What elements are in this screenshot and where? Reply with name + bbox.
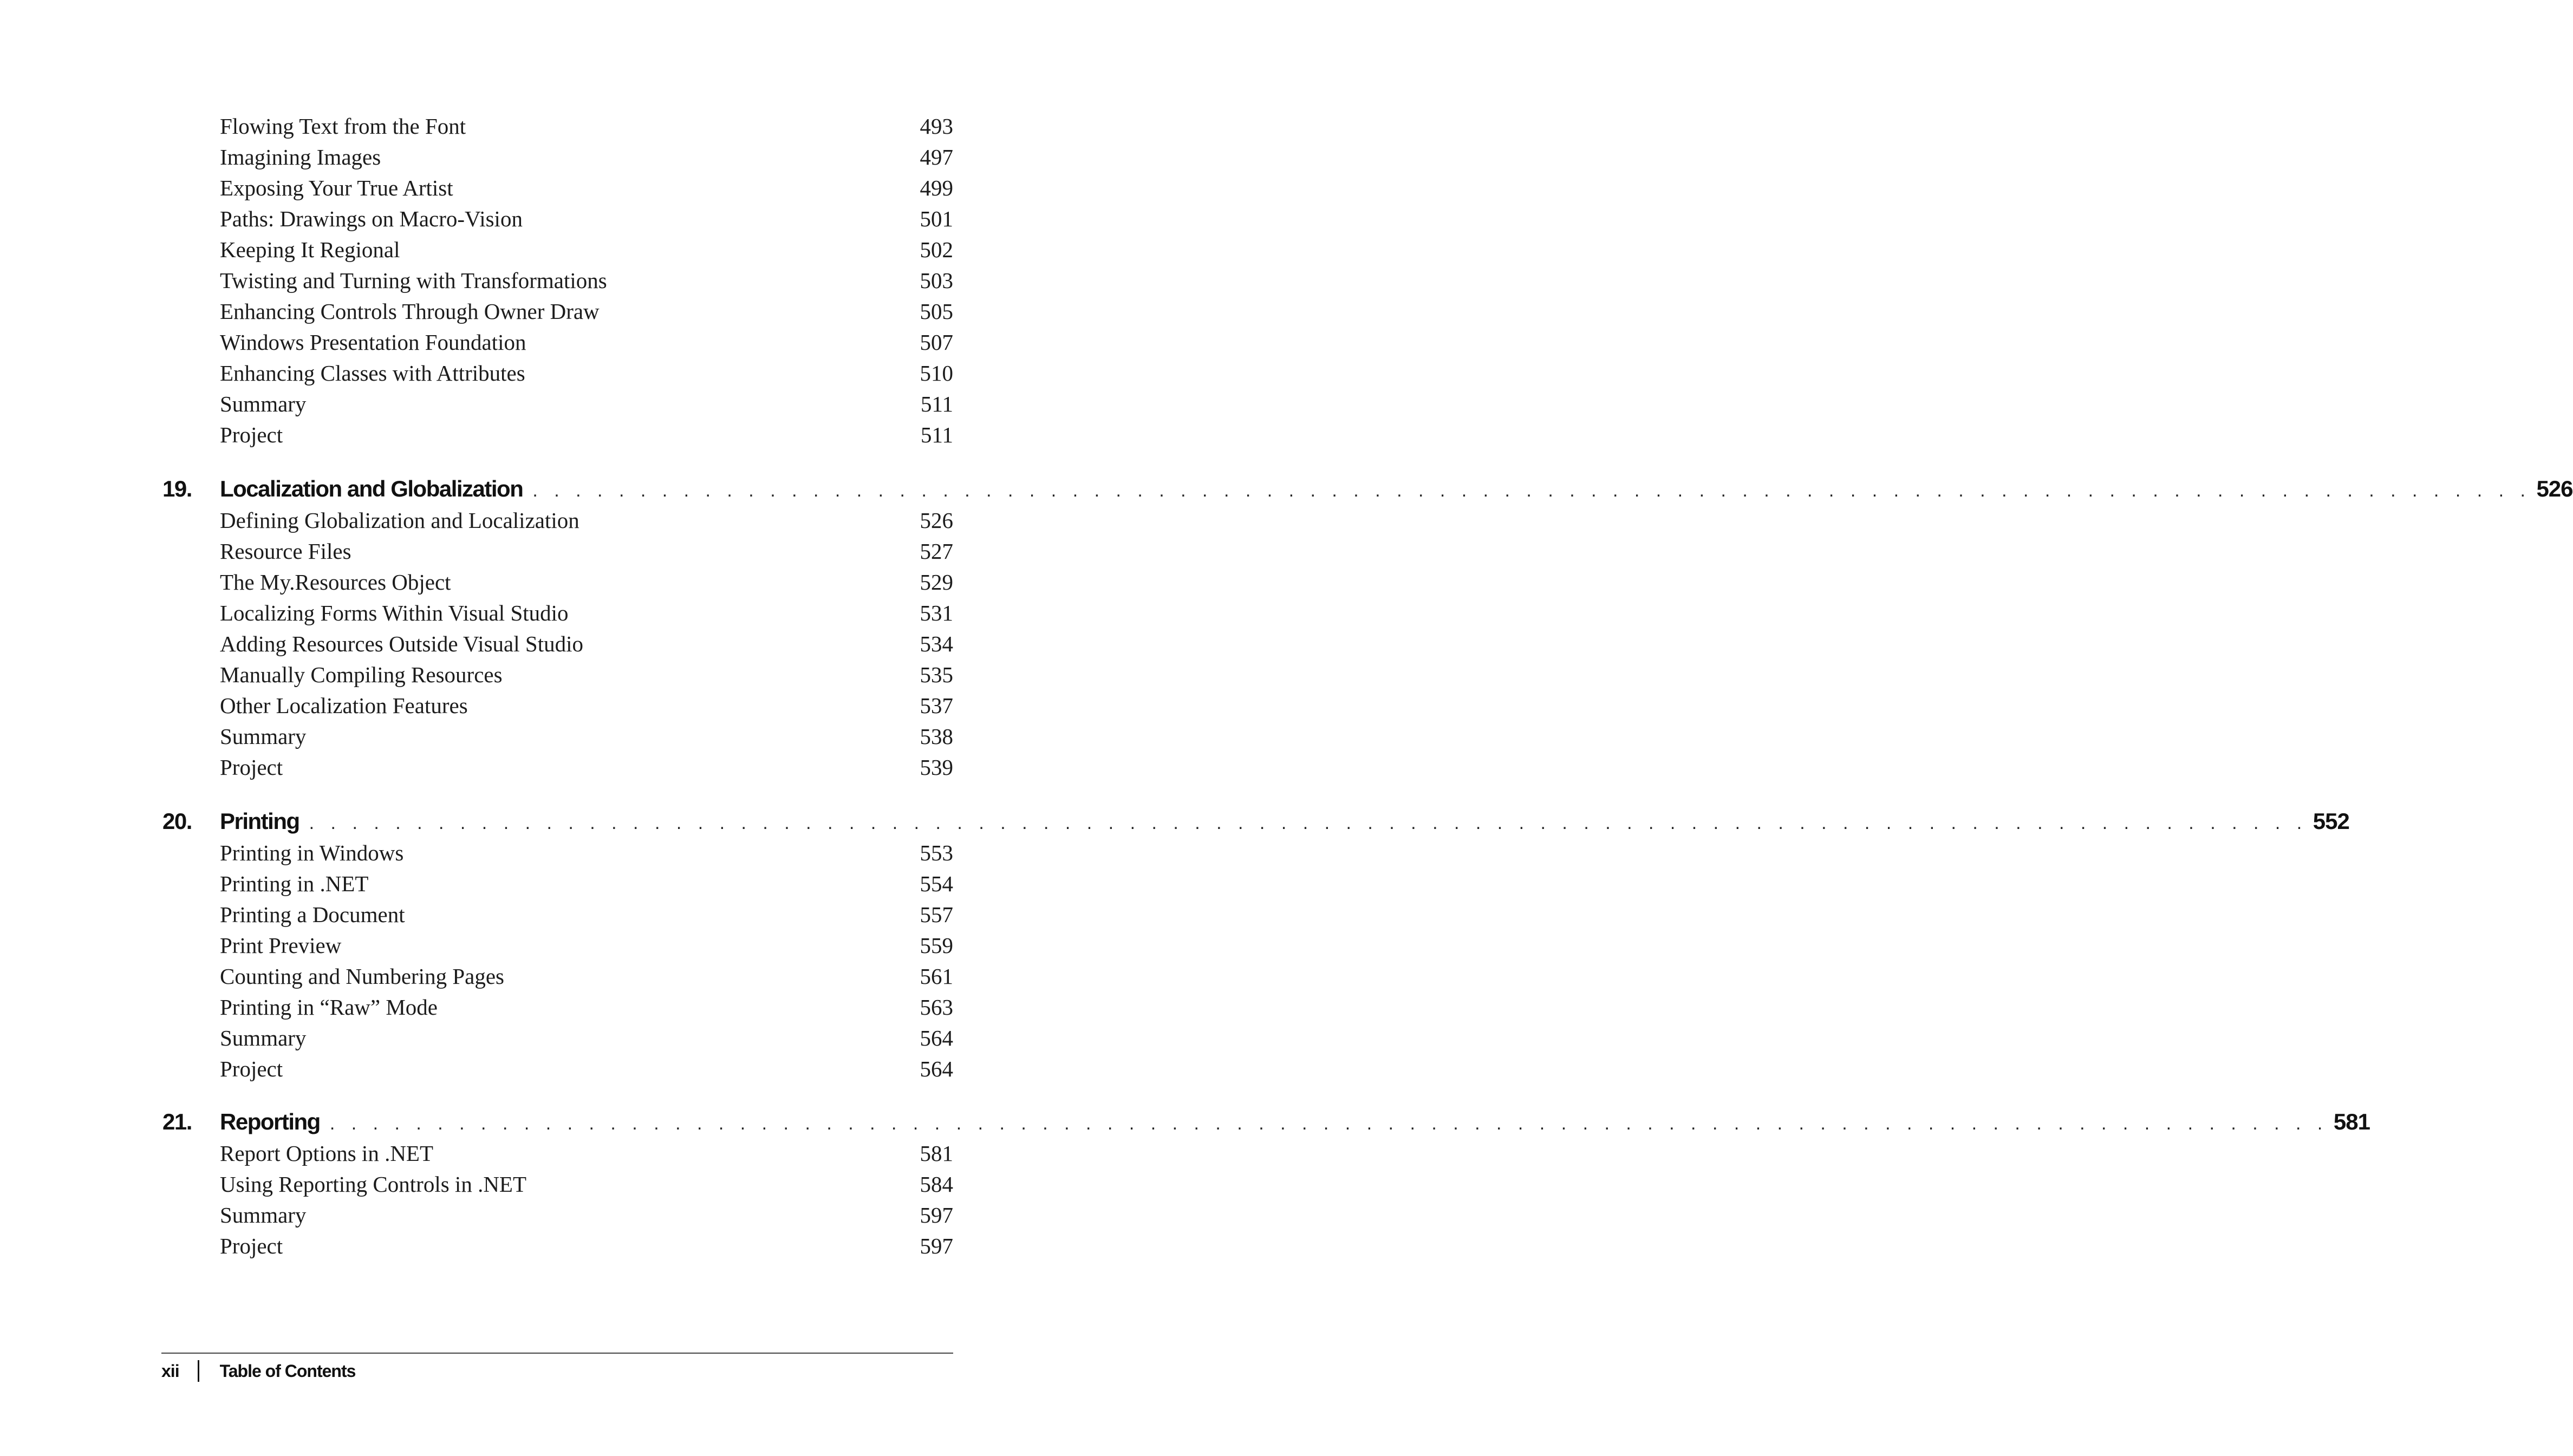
toc-entry[interactable] [162,420,953,450]
toc-entry[interactable] [162,536,953,567]
toc-entry-title: Printing in Windows [220,840,404,865]
toc-entry-title: Summary [220,391,307,416]
chapter-21 [162,1106,2370,1262]
toc-entry-title: Imagining Images [220,145,381,169]
footer-page-number: xii [161,1361,179,1381]
toc-entry[interactable] [162,869,953,899]
toc-entry[interactable] [162,1054,953,1085]
toc-entry-page: 563 [920,995,953,1020]
toc-entry[interactable] [162,660,953,690]
dot-leader: . . . . . . . . . . . . . . . . . . . . . . . . . . . . . . . . . . . . . . . . . . . . . . . . . . . . . . . . . . . . . . . . . . . . . . . . . . . . . . . . . . . . . . . . . . . . . [532,480,2531,501]
toc-entry[interactable] [162,899,953,930]
chapter-page: 581 [2333,1109,2370,1134]
toc-entry-page: 557 [920,902,953,927]
toc-entry[interactable] [162,142,953,173]
toc-entry-title: Localizing Forms Within Visual Studio [220,600,569,625]
toc-entry-title: Adding Resources Outside Visual Studio [220,631,583,656]
footer-separator [198,1360,199,1382]
toc-entry[interactable] [162,629,953,660]
toc-entry-title: Exposing Your True Artist [220,175,453,200]
chapter-number: 20. [162,808,192,834]
chapter-heading[interactable] [162,805,2349,838]
toc-entry[interactable] [162,1138,953,1169]
toc-entry-page: 503 [920,268,953,293]
toc-entry-title: Printing in “Raw” Mode [220,995,438,1020]
toc-entry[interactable] [162,505,953,536]
toc-entry[interactable] [162,961,953,992]
toc-entry-page: 535 [920,662,953,687]
toc-entry-title: Project [220,1233,283,1258]
toc-entry-title: Summary [220,724,307,749]
toc-entry-title: Summary [220,1026,307,1050]
toc-entry-page: 526 [920,508,953,533]
toc-entry-title: Project [220,755,283,780]
toc-entry-title: Flowing Text from the Font [220,114,466,139]
toc-entry-page: 499 [920,175,953,200]
toc-entry-title: Twisting and Turning with Transformations [220,268,607,293]
chapter-heading[interactable] [162,473,2573,505]
toc-entry[interactable] [162,1169,953,1200]
toc-entry[interactable] [162,567,953,598]
chapter-page: 552 [2313,808,2349,834]
toc-entry[interactable] [162,721,953,752]
toc-entry[interactable] [162,1200,953,1231]
toc-entry-page: 537 [920,693,953,718]
toc-entry-title: Windows Presentation Foundation [220,330,526,355]
toc-entry-title: Resource Files [220,539,351,564]
toc-entry[interactable] [162,598,953,629]
toc-entry-page: 597 [920,1233,953,1258]
toc-entry[interactable] [162,234,953,265]
toc-entry[interactable] [162,992,953,1023]
toc-entry-page: 534 [920,631,953,656]
toc-entry-page: 531 [920,600,953,625]
toc-entry-title: Summary [220,1203,307,1228]
toc-entry[interactable] [162,389,953,420]
dot-leader: . . . . . . . . . . . . . . . . . . . . . . . . . . . . . . . . . . . . . . . . . . . . . . . . . . . . . . . . . . . . . . . . . . . . . . . . . . . . . . . . . . . . . . . . . . . . . [329,1113,2328,1134]
toc-entry-page: 493 [920,114,953,139]
toc-entry-title: Counting and Numbering Pages [220,964,504,989]
toc-entry-page: 527 [920,539,953,564]
toc-entry[interactable] [162,1023,953,1054]
toc-entry-title: Manually Compiling Resources [220,662,503,687]
toc-entry-title: Printing in .NET [220,871,369,896]
toc-entry-page: 511 [921,422,953,447]
chapter-heading[interactable] [162,1106,2370,1138]
toc-entry[interactable] [162,838,953,869]
toc-entry-page: 511 [921,391,953,416]
toc-entry[interactable] [162,204,953,234]
toc-entry-page: 502 [920,237,953,262]
toc-entry-page: 529 [920,570,953,595]
toc-entry-title: Printing a Document [220,902,405,927]
toc-entry[interactable] [162,327,953,358]
chapter-title: Reporting [220,1109,320,1134]
toc-entry-page: 554 [920,871,953,896]
toc-entry-title: Defining Globalization and Localization [220,508,579,533]
dot-leader: . . . . . . . . . . . . . . . . . . . . . . . . . . . . . . . . . . . . . . . . . . . . . . . . . . . . . . . . . . . . . . . . . . . . . . . . . . . . . . . . . . . . . . . . . . . . . [309,813,2308,833]
toc-entry-page: 539 [920,755,953,780]
toc-entry-page: 501 [920,206,953,231]
toc-entry-title: Paths: Drawings on Macro-Vision [220,206,523,231]
toc-entry-page: 507 [920,330,953,355]
toc-entry-title: Keeping It Regional [220,237,400,262]
toc-entry-page: 581 [920,1141,953,1166]
toc-entry-title: Other Localization Features [220,693,468,718]
toc-entry-page: 597 [920,1203,953,1228]
toc-entry-page: 564 [920,1056,953,1081]
chapter-title: Localization and Globalization [220,476,523,501]
toc-entry[interactable] [162,173,953,204]
chapter-20 [162,805,2349,1085]
footer-rule [161,1353,953,1354]
toc-entry-page: 538 [920,724,953,749]
toc-entry-title: Enhancing Classes with Attributes [220,361,525,386]
toc-entry-title: Report Options in .NET [220,1141,434,1166]
toc-entry-page: 561 [920,964,953,989]
chapter-19 [162,473,2573,783]
toc-continuation-list [162,111,953,450]
toc-entry-title: Using Reporting Controls in .NET [220,1172,527,1197]
toc-entry-title: Project [220,422,283,447]
toc-entry[interactable] [162,358,953,389]
toc-entry-page: 497 [920,145,953,169]
toc-entry-page: 564 [920,1026,953,1050]
chapter-title: Printing [220,808,299,834]
toc-entry[interactable] [162,296,953,327]
toc-entry-page: 553 [920,840,953,865]
toc-entry-page: 510 [920,361,953,386]
chapter-page: 526 [2536,476,2573,501]
running-footer [161,1358,355,1384]
toc-entry[interactable] [162,1231,953,1262]
toc-entry-title: Project [220,1056,283,1081]
toc-entry-title: The My.Resources Object [220,570,451,595]
toc-entry-title: Enhancing Controls Through Owner Draw [220,299,600,324]
toc-entry-page: 559 [920,933,953,958]
chapter-number: 21. [162,1109,192,1134]
toc-entry-page: 584 [920,1172,953,1197]
chapter-number: 19. [162,476,192,501]
toc-entry[interactable] [162,930,953,961]
toc-entry-title: Print Preview [220,933,342,958]
toc-entry[interactable] [162,690,953,721]
toc-entry[interactable] [162,111,953,142]
toc-entry[interactable] [162,752,953,783]
toc-entry-page: 505 [920,299,953,324]
toc-entry[interactable] [162,265,953,296]
footer-section-title: Table of Contents [219,1361,356,1381]
